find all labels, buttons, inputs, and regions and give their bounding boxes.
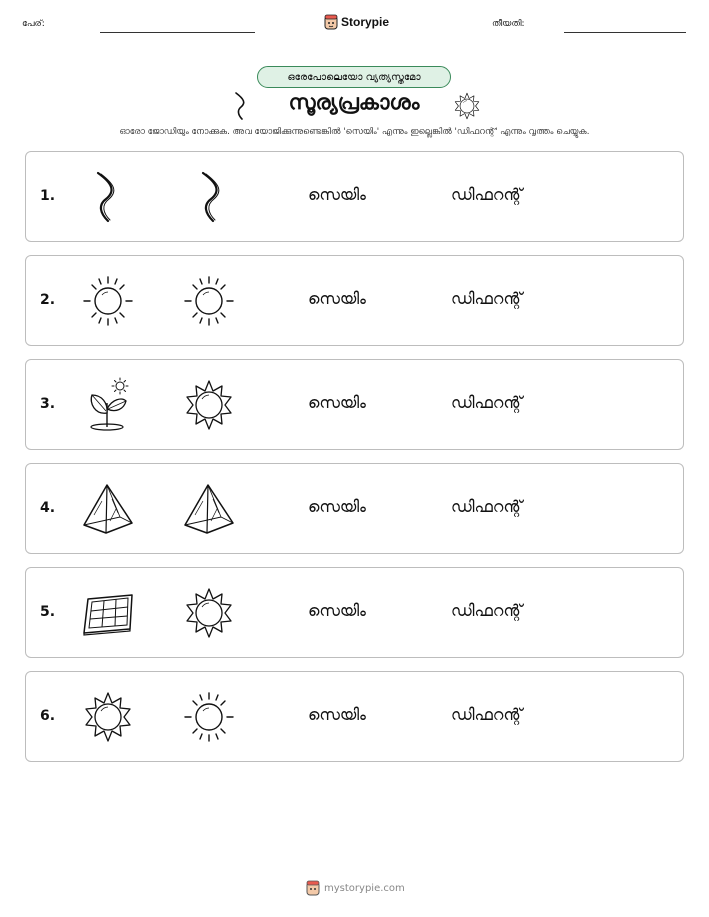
different-option[interactable]: ഡിഫറന്റ്: [451, 497, 523, 516]
different-option[interactable]: ഡിഫറന്റ്: [451, 289, 523, 308]
name-line[interactable]: [100, 32, 255, 33]
sun-rays-icon: [181, 689, 237, 745]
sun-rays-icon: [80, 273, 136, 329]
wavy-ray-icon: [181, 169, 237, 225]
storypie-mascot-icon: [324, 14, 338, 30]
sun-petals-icon: [181, 377, 237, 433]
same-option[interactable]: സെയിം: [308, 289, 366, 308]
brand-name: Storypie: [341, 15, 390, 29]
category-badge: ഒരേപോലെയോ വ്യത്യസ്തമോ: [257, 66, 451, 88]
same-option[interactable]: സെയിം: [308, 705, 366, 724]
different-option[interactable]: ഡിഫറന്റ്: [451, 705, 523, 724]
footer-site[interactable]: mystorypie.com: [324, 882, 405, 894]
date-label: തീയതി:: [492, 19, 525, 29]
title-row: [0, 88, 709, 124]
name-label: പേര്:: [22, 19, 45, 29]
same-option[interactable]: സെയിം: [308, 601, 366, 620]
question-number: 3.: [40, 396, 56, 412]
same-option[interactable]: സെയിം: [308, 393, 366, 412]
different-option[interactable]: ഡിഫറന്റ്: [451, 393, 523, 412]
question-row-2: [25, 255, 684, 346]
question-number: 4.: [40, 500, 56, 516]
instructions: ഓരോ ജോഡിയും നോക്കുക. അവ യോജിക്കുന്നുണ്ടെങ്കിൽ 'സെയിം' എന്നും ഇല്ലെങ്കിൽ 'ഡിഫറന്റ്' എന്നും വൃത്തം ചെയ്യുക.: [119, 127, 590, 137]
question-number: 5.: [40, 604, 56, 620]
question-row-3: [25, 359, 684, 450]
same-option[interactable]: സെയിം: [308, 185, 366, 204]
different-option[interactable]: ഡിഫറന്റ്: [451, 601, 523, 620]
question-row-4: [25, 463, 684, 554]
sun-rays-icon: [181, 273, 237, 329]
sun-petals-icon: [181, 585, 237, 641]
question-number: 1.: [40, 188, 56, 204]
wavy-ray-icon: [231, 91, 249, 121]
solar-panel-icon: [80, 585, 136, 641]
storypie-mascot-icon: [306, 880, 320, 896]
question-row-1: [25, 151, 684, 242]
footer: [306, 880, 405, 896]
date-line[interactable]: [564, 32, 686, 33]
sun-icon: [452, 91, 482, 121]
question-row-5: [25, 567, 684, 658]
sun-petals-icon: [80, 689, 136, 745]
same-option[interactable]: സെയിം: [308, 497, 366, 516]
prism-icon: [80, 481, 136, 537]
question-row-6: [25, 671, 684, 762]
plant-sun-icon: [80, 377, 136, 433]
wavy-ray-icon: [76, 169, 132, 225]
different-option[interactable]: ഡിഫറന്റ്: [451, 185, 523, 204]
prism-icon: [181, 481, 237, 537]
brand-logo: [324, 14, 389, 30]
question-number: 6.: [40, 708, 56, 724]
question-number: 2.: [40, 292, 56, 308]
page-title: സൂര്യപ്രകാശം: [288, 90, 420, 114]
